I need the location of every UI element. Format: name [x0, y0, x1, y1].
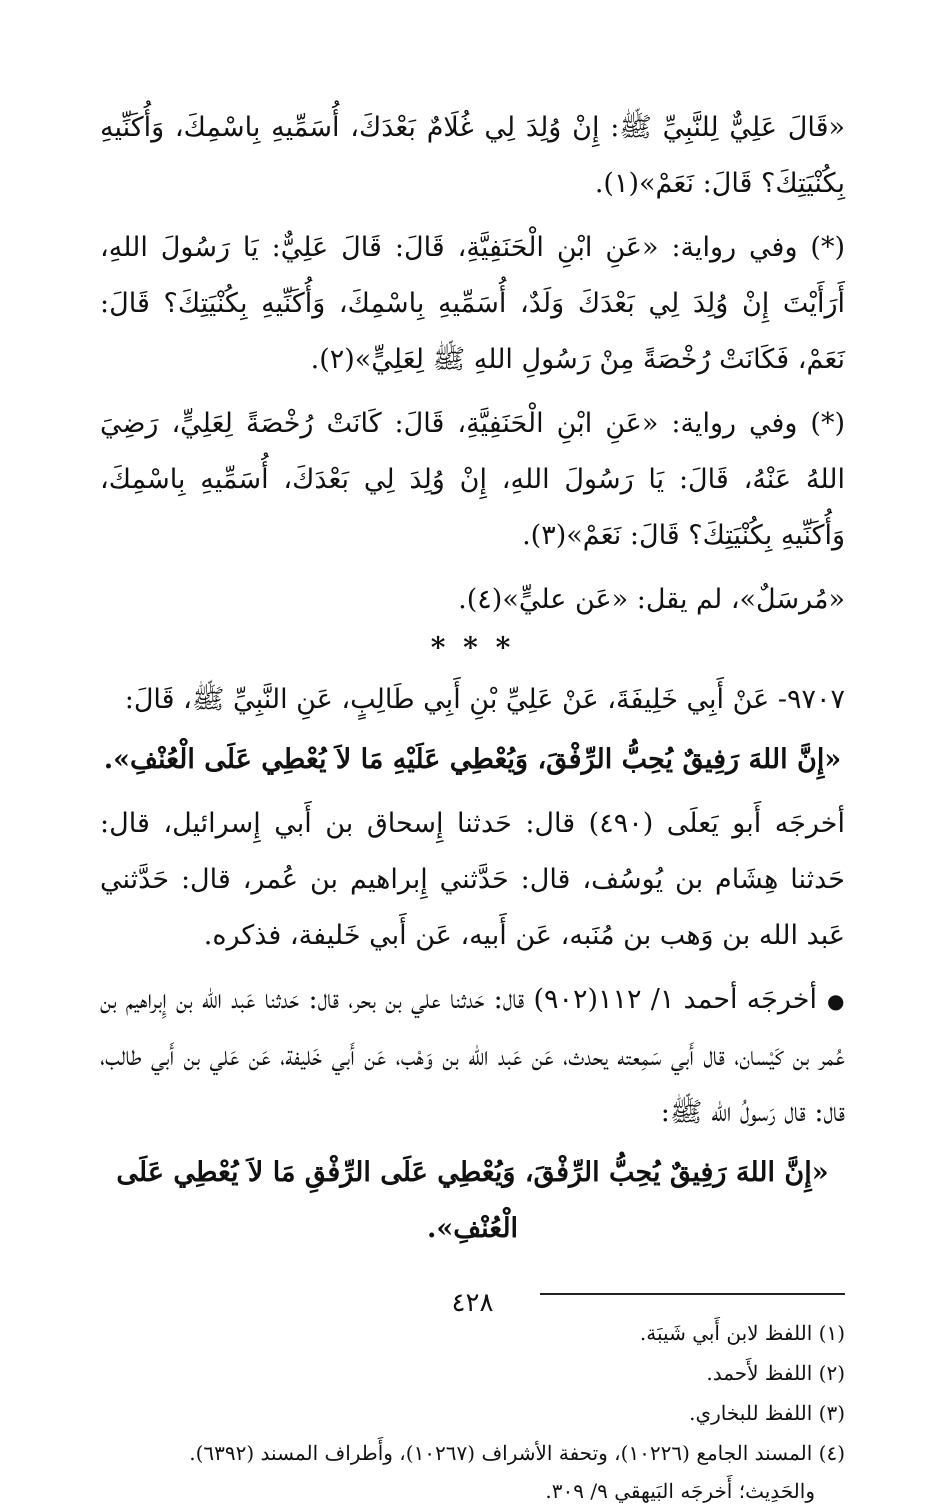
section-separator-stars: * * *	[430, 631, 515, 664]
takhrij-paragraph-1: أخرجَه أَبو يَعلَى (٤٩٠) قال: حَدثنا إِسحاق بن أَبي إِسرائيل، قال: حَدثنا هِشَام بن يُوسُف، قال: حَدَّثني إِبراهيم بن عُمر، قال: حَدَّثني عَبد الله بن وَهب بن مُنَبه، عَن أَبيه، عَن أَبي خَليفة، فذكره.	[100, 808, 845, 951]
hadith-text-1: «إِنَّ اللهَ رَفِيقٌ يُحِبُّ الرِّفْقَ، وَيُعْطِي عَلَيْهِ مَا لاَ يُعْطِي عَلَى الْعُنْفِ».	[103, 744, 842, 775]
narration-paragraph-3: (*) وفي رواية: «عَنِ ابْنِ الْحَنَفِيَّةِ، قَالَ: كَانَتْ رُخْصَةً لِعَلِيٍّ، رَضِيَ اللهُ عَنْهُ، قَالَ: يَا رَسُولَ اللهِ، إِنْ وُلِدَ لِي بَعْدَكَ، أُسَمِّيهِ بِاسْمِكَ، وَأُكَنِّيهِ بِكُنْيَتِكَ؟ قَالَ: نَعَمْ»(٣).	[100, 408, 845, 551]
hadith-text-2: «إِنَّ اللهَ رَفِيقٌ يُحِبُّ الرِّفْقَ، وَيُعْطِي عَلَى الرِّفْقِ مَا لاَ يُعْطِي عَلَى الْعُنْفِ».	[116, 1157, 829, 1244]
takhrij-paragraph-2: ● أخرجَه أحمد ١/ ١١٢(٩٠٢) قال: حَدثنا علي بن بحر، قال: حَدثنا عَبد الله بن إِبراهيم بن عُمر بن كَيْسان، قال أَبي سَمِعته يحدث، عَن عَبد الله بن وَهْب، عَن أَبي خَليفة، عَن عَلي بن أَبي طالب، قال: قال رَسولُ الله ﷺ:	[100, 972, 845, 1141]
narration-paragraph-1: «قَالَ عَلِيٌّ لِلنَّبِيِّ ﷺ: إِنْ وُلِدَ لِي غُلَامٌ بَعْدَكَ، أُسَمِّيهِ بِاسْمِكَ، وَأُكَنِّيهِ بِكُنْيَتِكَ؟ قَالَ: نَعَمْ»(١).	[100, 112, 845, 199]
footnote-1: (١) اللفظ لابن أَبي شَيبَة.	[639, 1321, 845, 1345]
footnote-2: (٢) اللفظ لأَحمد.	[706, 1361, 845, 1385]
footnotes	[100, 1315, 845, 1509]
footnote-3: (٣) اللفظ للبخاري.	[689, 1401, 845, 1425]
narration-paragraph-2: (*) وفي رواية: «عَنِ ابْنِ الْحَنَفِيَّةِ، قَالَ: قَالَ عَلِيٌّ: يَا رَسُولَ اللهِ، أَرَأَيْتَ إِنْ وُلِدَ لِي بَعْدَكَ وَلَدٌ، أُسَمِّيهِ بِاسْمِكَ، وَأُكَنِّيهِ بِكُنْيَتِكَ؟ قَالَ: نَعَمْ، فَكَانَتْ رُخْصَةً مِنْ رَسُولِ اللهِ ﷺ لِعَلِيٍّ»(٢).	[100, 232, 845, 375]
footnote-4-continuation: والحَدِيث؛ أَخرجَه البَيهقي ٩/ ٣٠٩.	[545, 1479, 815, 1503]
hadith-heading: ٩٧٠٧- عَنْ أَبِي خَلِيفَةَ، عَنْ عَلِيِّ بْنِ أَبِي طَالِبٍ، عَنِ النَّبِيِّ ﷺ، قَالَ:	[124, 684, 845, 715]
footnote-4: (٤) المسند الجامع (١٠٢٢٦)، وتحفة الأشراف (١٠٢٦٧)، وأَطراف المسند (٦٣٩٢).	[189, 1441, 845, 1465]
page-number: ٤٢٨	[451, 1288, 494, 1318]
mursal-note: «مُرسَلٌ»، لم يقل: «عَن عليٍّ»(٤).	[458, 584, 845, 615]
